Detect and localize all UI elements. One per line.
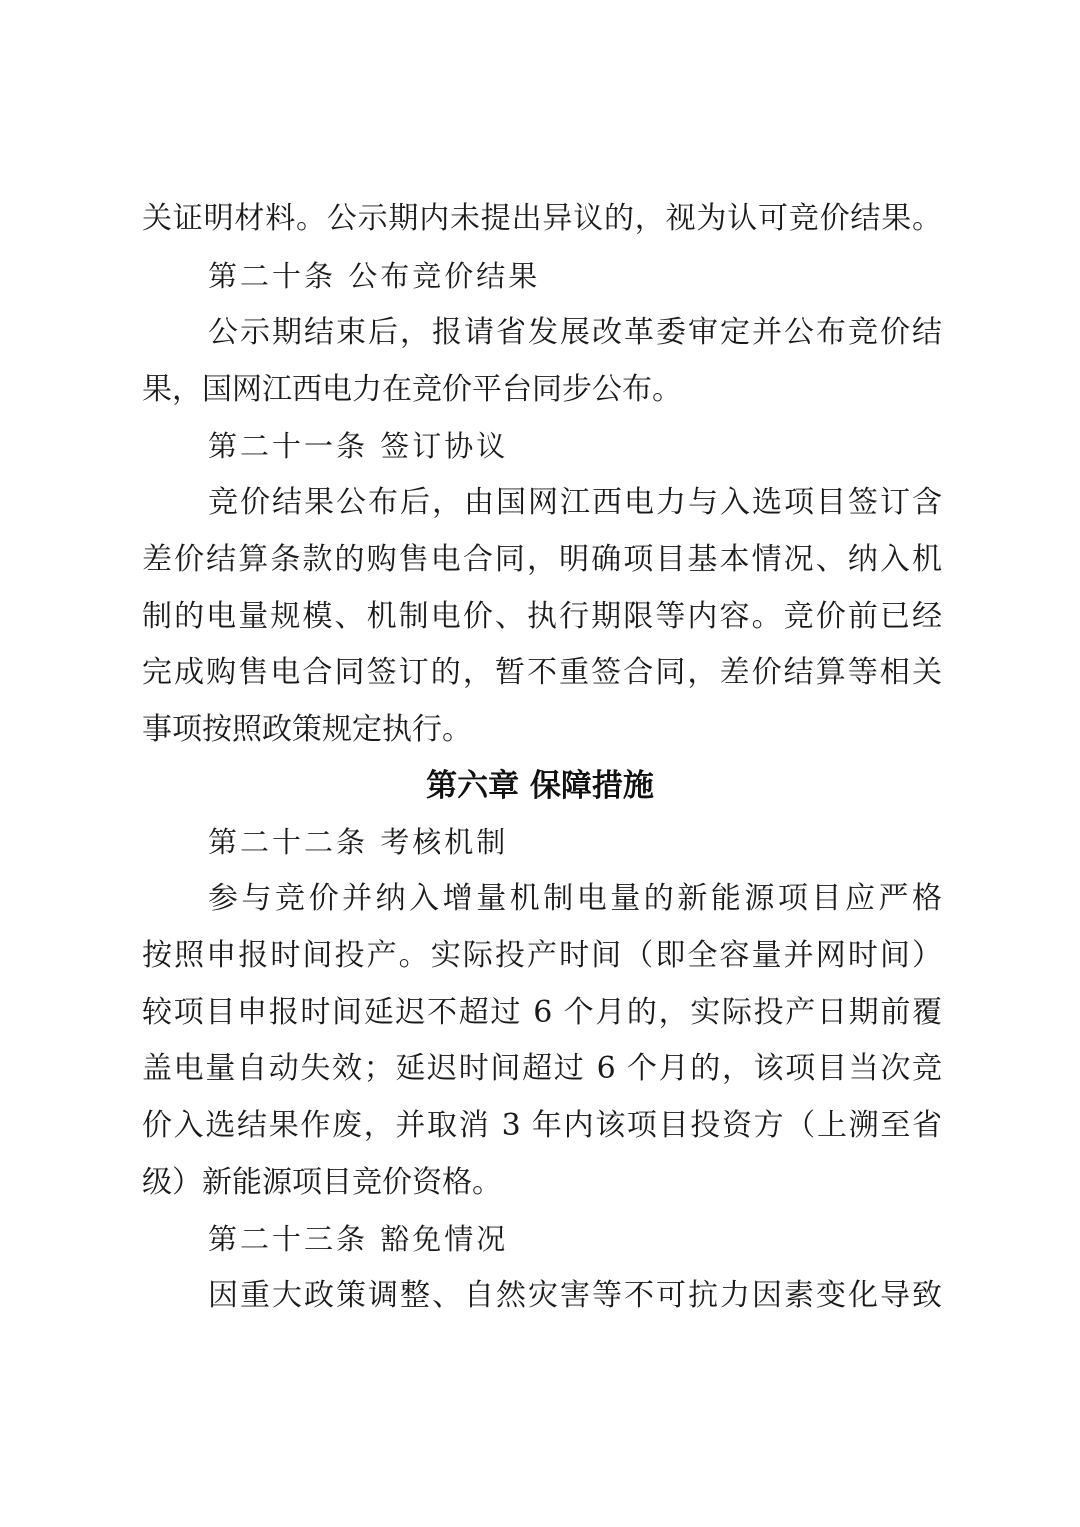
article-heading-22: 第二十二条 考核机制 — [208, 825, 509, 859]
paragraph-line: 制的电量规模、机制电价、执行期限等内容。竞价前已经 — [142, 599, 942, 634]
paragraph-line: 完成购售电合同签订的，暂不重签合同，差价结算等相关 — [142, 655, 942, 690]
paragraph-line: 级）新能源项目竞价资格。 — [142, 1165, 502, 1200]
paragraph-line: 竞价结果公布后，由国网江西电力与入选项目签订含 — [208, 485, 942, 520]
paragraph-line: 差价结算条款的购售电合同，明确项目基本情况、纳入机 — [142, 542, 942, 577]
paragraph-line: 较项目申报时间延迟不超过 6 个月的，实际投产日期前覆 — [142, 995, 942, 1030]
article-heading-21: 第二十一条 签订协议 — [208, 429, 509, 463]
paragraph-line: 因重大政策调整、自然灾害等不可抗力因素变化导致 — [208, 1278, 942, 1313]
article-heading-23: 第二十三条 豁免情况 — [208, 1222, 509, 1256]
paragraph-line: 关证明材料。公示期内未提出异议的，视为认可竞价结果。 — [142, 201, 942, 236]
article-heading-20: 第二十条 公布竞价结果 — [208, 259, 541, 293]
paragraph-line: 果，国网江西电力在竞价平台同步公布。 — [142, 372, 682, 407]
paragraph-line: 价入选结果作废，并取消 3 年内该项目投资方（上溯至省 — [142, 1108, 942, 1143]
paragraph-line: 公示期结束后，报请省发展改革委审定并公布竞价结 — [208, 315, 942, 350]
chapter-title: 第六章 保障措施 — [426, 768, 654, 804]
paragraph-line: 盖电量自动失效；延迟时间超过 6 个月的，该项目当次竞 — [142, 1051, 942, 1086]
paragraph-line: 按照申报时间投产。实际投产时间（即全容量并网时间） — [142, 938, 942, 973]
paragraph-line: 参与竞价并纳入增量机制电量的新能源项目应严格 — [208, 881, 942, 916]
paragraph-line: 事项按照政策规定执行。 — [142, 712, 472, 747]
